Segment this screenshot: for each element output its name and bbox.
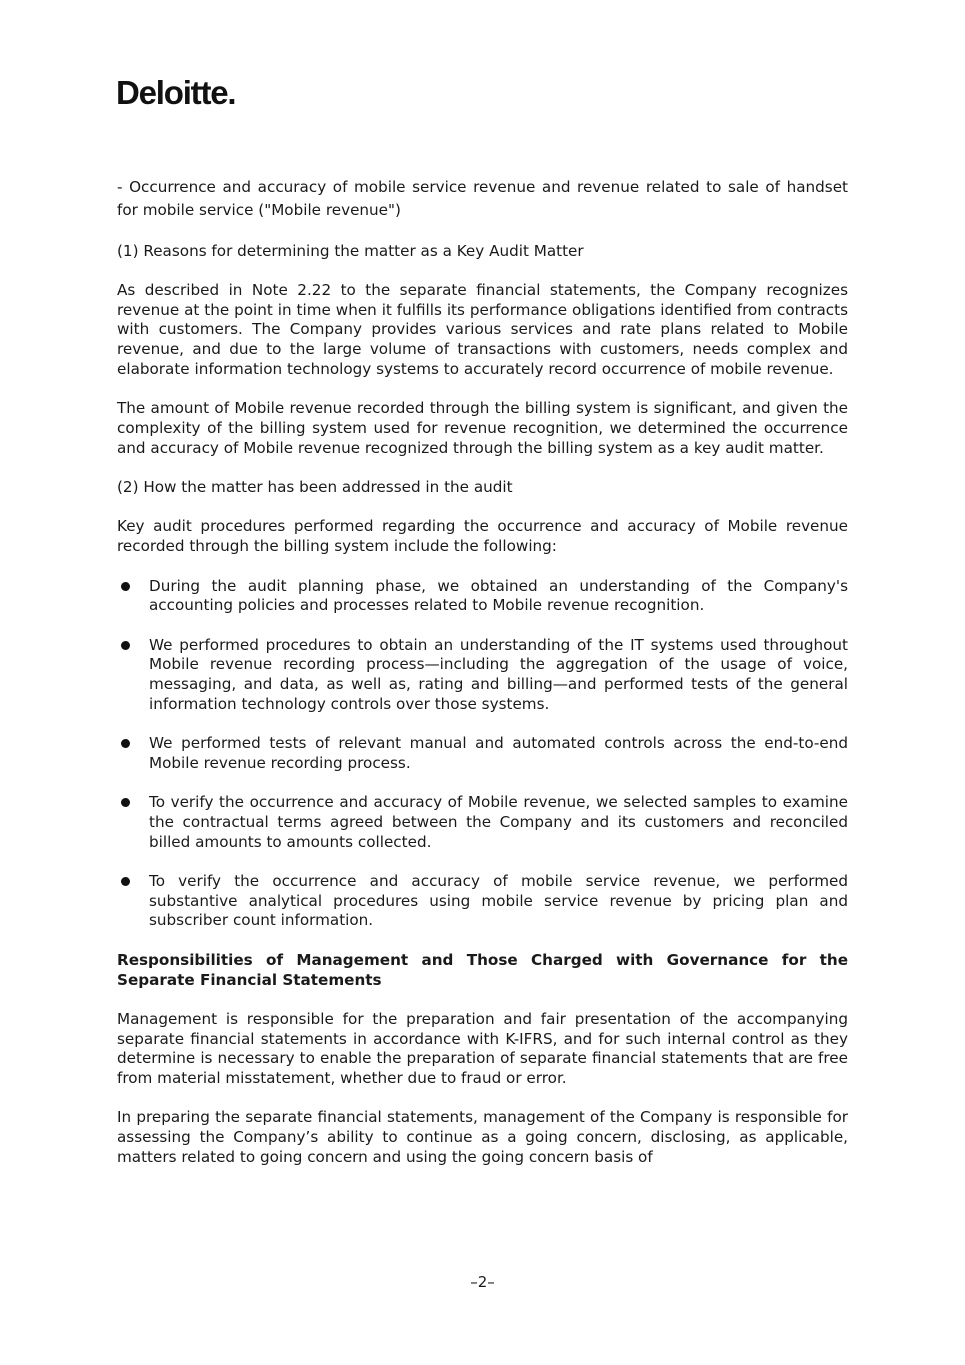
page-number: –2–	[470, 1273, 495, 1291]
bullet-icon	[121, 798, 130, 807]
paragraph-key-procedures: Key audit procedures performed regarding the occurrence and accuracy of Mobile revenue recorded through the billing system include the following:	[117, 517, 848, 556]
section-heading-reasons: (1) Reasons for determining the matter as a Key Audit Matter	[117, 241, 584, 260]
deloitte-logo: Deloitte.	[116, 74, 236, 111]
document-body	[117, 176, 848, 1187]
list-item	[117, 636, 848, 715]
bullet-icon	[121, 582, 130, 591]
paragraph-going-concern: In preparing the separate financial statements, management of the Company is responsible for assessing the Company’s ability to continue as a going concern, disclosing, as applicable, matters related to going concern and using the going concern basis of	[117, 1108, 848, 1166]
list-item	[117, 793, 848, 852]
bullet-icon	[121, 641, 130, 650]
paragraph-management-responsibility: Management is responsible for the preparation and fair presentation of the accompanying separate financial statements in accordance with K-IFRS, and for such internal control as they determine is necessary to enable the preparation of separate financial statements that are free from material misstatement, whether due to fraud or error.	[117, 1009, 848, 1088]
bullet-icon	[121, 739, 130, 748]
list-item	[117, 872, 848, 931]
list-item-text: During the audit planning phase, we obtained an understanding of the Company's accounting policies and processes related to Mobile revenue recognition.	[149, 576, 848, 615]
list-item-text: To verify the occurrence and accuracy of mobile service revenue, we performed substantive analytical procedures using mobile service revenue by pricing plan and subscriber count information.	[149, 872, 848, 930]
section-heading-audit-approach: (2) How the matter has been addressed in the audit	[117, 478, 513, 497]
list-item-text: We performed tests of relevant manual and automated controls across the end-to-end Mobile revenue recording process.	[149, 734, 848, 772]
paragraph-revenue-recognition: As described in Note 2.22 to the separate financial statements, the Company recognizes revenue at the point in time when it fulfills its performance obligations identified from contracts with customers. The Company provides various services and rate plans related to Mobile revenue, and due to the large volume of transactions with customers, needs complex and elaborate information technology systems to accurately record occurrence of mobile revenue.	[117, 281, 848, 378]
list-item-text: We performed procedures to obtain an understanding of the IT systems used throughout Mobile revenue recording process—including the aggregation of the usage of voice, messaging, and data, as well as, rating and billing—and performed tests of the general information technology controls over those systems.	[149, 635, 848, 713]
section-heading-responsibilities: Responsibilities of Management and Those Charged with Governance for the Separate Financial Statements	[117, 950, 848, 989]
procedures-list	[117, 577, 848, 932]
matter-title: - Occurrence and accuracy of mobile service revenue and revenue related to sale of handset for mobile service ("Mobile revenue")	[117, 178, 848, 219]
paragraph-billing-system: The amount of Mobile revenue recorded through the billing system is significant, and given the complexity of the billing system used for revenue recognition, we determined the occurrence and accuracy of Mobile revenue recognized through the billing system as a key audit matter.	[117, 399, 848, 457]
list-item	[117, 577, 848, 616]
list-item	[117, 734, 848, 773]
list-item-text: To verify the occurrence and accuracy of Mobile revenue, we selected samples to examine the contractual terms agreed between the Company and its customers and reconciled billed amounts to amounts collected.	[149, 793, 848, 851]
bullet-icon	[121, 877, 130, 886]
